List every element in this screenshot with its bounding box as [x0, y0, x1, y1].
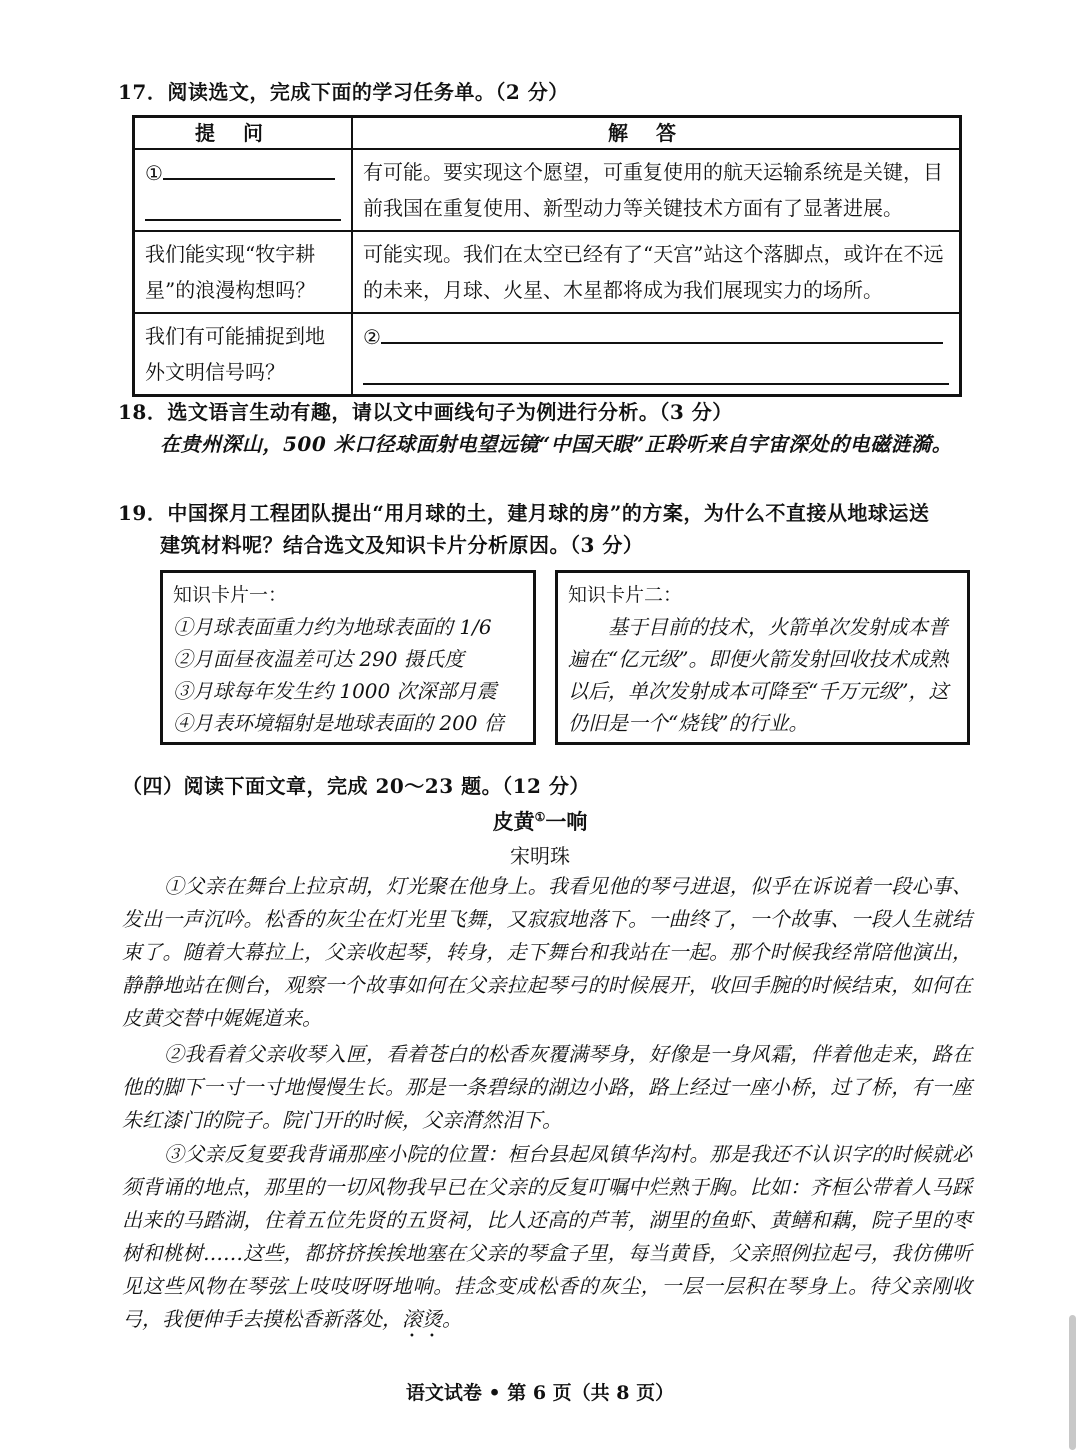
- card-text: 基于目前的技术，火箭单次发射成本普遍在“亿元级”。即便火箭发射回收技术成熟以后，单次发射成本可降至“千万元级”，这仍旧是一个“烧钱”的行业。: [568, 615, 949, 735]
- q19-stem-line2: 建筑材料呢？结合选文及知识卡片分析原因。（3 分）: [160, 533, 644, 557]
- card-line: ④月表环境辐射是地球表面的 200 倍: [173, 711, 504, 735]
- q19-stem-line1: 19．中国探月工程团队提出“用月球的土，建月球的房”的方案，为什么不直接从地球运送: [118, 501, 930, 525]
- q18-stem: 18．选文语言生动有趣，请以文中画线句子为例进行分析。（3 分）: [118, 400, 733, 424]
- q18-sentence: 在贵州深山，500 米口径球面射电望远镜“中国天眼”正聆听来自宇宙深处的电磁涟漪。: [160, 432, 953, 456]
- table-cell-ask: 我们能实现“牧宇耕星”的浪漫构想吗？: [134, 231, 353, 313]
- card-line: ②月面昼夜温差可达 290 摄氏度: [173, 647, 464, 671]
- paragraph-1: ①父亲在舞台上拉京胡，灯光聚在他身上。我看见他的琴弓进退，似乎在诉说着一段心事、发出一声沉吟。松香的灰尘在灯光里飞舞，又寂寂地落下。一曲终了，一个故事、一段人生就结束了。随着大幕拉上，父亲收起琴，转身，走下舞台和我站在一起。那个时候我经常陪他演出，静静地站在侧台，观察一个故事如何在父亲拉起琴弓的时候展开，收回手腕的时候结束，如何在皮黄交替中娓娓道来。: [122, 874, 972, 1030]
- paragraph-3: [122, 1138, 972, 1342]
- title-footnote-mark: ①: [534, 810, 546, 824]
- table-cell-ask: 我们有可能捕捉到地外文明信号吗？: [134, 313, 353, 396]
- card-line: ①月球表面重力约为地球表面的 1/6: [173, 615, 492, 639]
- learning-task-table: [132, 115, 962, 397]
- paragraph-3-text: ③父亲反复要我背诵那座小院的位置：桓台县起凤镇华沟村。那是我还不认识字的时候就必须背诵的地点，那里的一切风物我早已在父亲的反复叮嘱中烂熟于胸。比如：齐桓公带着人马踩出来的马踏湖，住着五位先贤的五贤祠，比人还高的芦苇，湖里的鱼虾、黄鳝和藕，院子里的枣树和桃树……这些，都挤挤挨挨地塞在父亲的琴盒子里，每当黄昏，父亲照例拉起弓，我仿佛听见这些风物在琴弦上吱吱呀呀地响。挂念变成松香的灰尘，一层一层积在琴身上。待父亲刚收弓，我便伸手去摸松香新落处，: [122, 1142, 972, 1331]
- table-row: [134, 149, 353, 231]
- answer-blank[interactable]: [163, 154, 335, 180]
- table-row: [352, 313, 961, 396]
- table-header-ask: 提问: [134, 117, 353, 150]
- blank-marker-1: ①: [145, 161, 163, 185]
- title-part: 皮黄: [492, 809, 535, 834]
- scrollbar[interactable]: [1069, 1315, 1076, 1450]
- article-author: 宋明珠: [510, 844, 570, 868]
- article-title: [0, 806, 1080, 836]
- card-title: 知识卡片一：: [173, 584, 288, 606]
- knowledge-card-2: [555, 570, 970, 745]
- section-heading: （四）阅读下面文章，完成 20～23 题。（12 分）: [122, 774, 590, 798]
- card-title: 知识卡片二：: [568, 584, 683, 606]
- emphasized-word: 滚烫: [402, 1307, 442, 1331]
- table-header-answer: 解答: [352, 117, 961, 150]
- page-footer: 语文试卷 • 第 6 页（共 8 页）: [405, 1382, 675, 1404]
- card-line: ③月球每年发生约 1000 次深部月震: [173, 679, 497, 703]
- answer-blank[interactable]: [145, 191, 341, 221]
- title-part: 一响: [545, 809, 588, 834]
- table-cell-answer: 有可能。要实现这个愿望，可重复使用的航天运输系统是关键，目前我国在重复使用、新型动力等关键技术方面有了显著进展。: [352, 149, 961, 231]
- knowledge-card-1: [160, 570, 536, 745]
- paragraph-2: ②我看着父亲收琴入匣，看着苍白的松香灰覆满琴身，好像是一身风霜，伴着他走来，路在他的脚下一寸一寸地慢慢生长。那是一条碧绿的湖边小路，路上经过一座小桥，过了桥，有一座朱红漆门的院子。院门开的时候，父亲潸然泪下。: [122, 1042, 972, 1132]
- answer-blank[interactable]: [381, 318, 943, 344]
- q17-stem: 17．阅读选文，完成下面的学习任务单。（2 分）: [118, 80, 569, 104]
- blank-marker-2: ②: [363, 325, 381, 349]
- paragraph-3-end: 。: [442, 1307, 462, 1331]
- table-cell-answer: 可能实现。我们在太空已经有了“天宫”站这个落脚点，或许在不远的未来，月球、火星、木星都将成为我们展现实力的场所。: [352, 231, 961, 313]
- answer-blank[interactable]: [363, 355, 949, 385]
